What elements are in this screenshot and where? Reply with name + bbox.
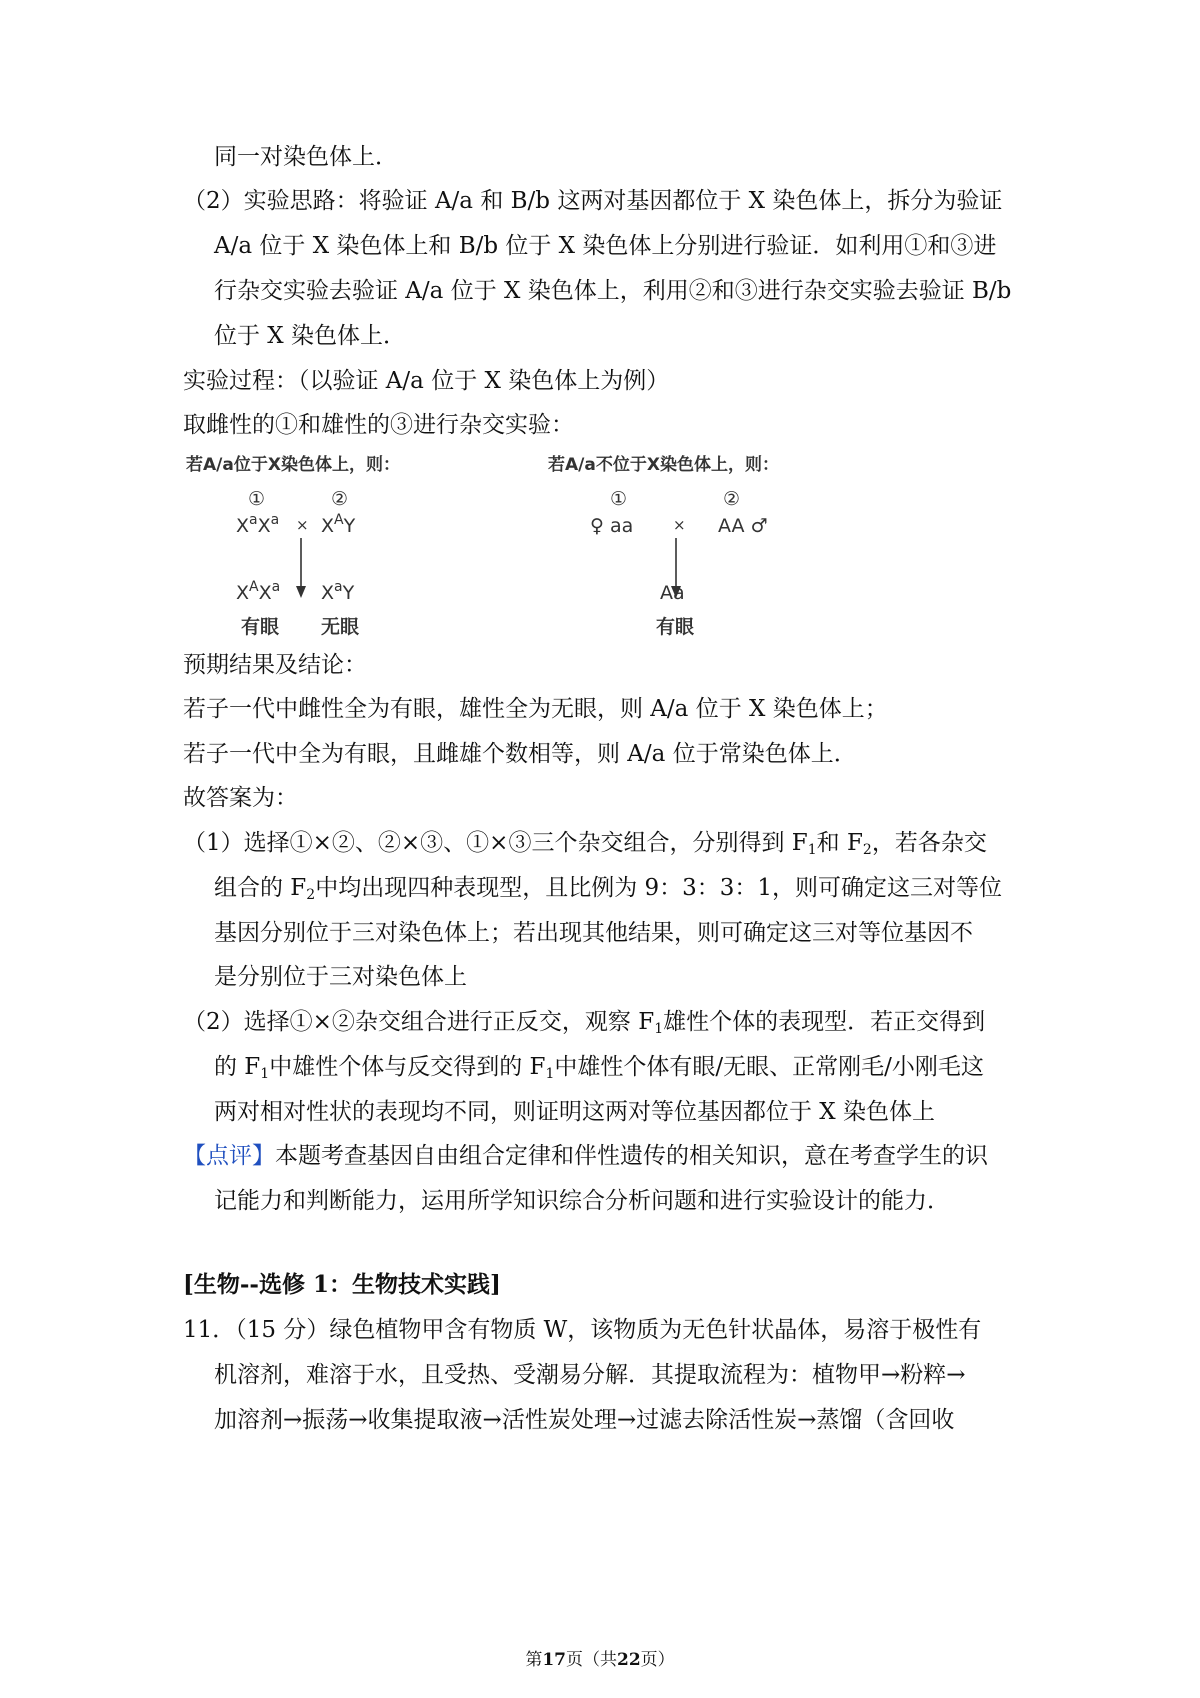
diagram-title: 若A/a位于X染色体上，则： bbox=[186, 455, 400, 475]
text-line bbox=[214, 1097, 935, 1127]
text-line: （2）选择①×②杂交组合进行正反交，观察 $F_1$雄性个体的表现型．若正交得到 bbox=[183, 1009, 986, 1037]
text-line bbox=[183, 366, 669, 396]
text-line: 机溶剂，难溶于水，且受热、受潮易分解．其提取流程为：植物甲→粉粹→ bbox=[214, 1362, 966, 1388]
text-line bbox=[214, 321, 406, 351]
text-line bbox=[183, 650, 367, 680]
text-line bbox=[214, 918, 973, 948]
offspring-1-genotype: $X^AX^a$ bbox=[236, 579, 281, 604]
comment-tag: 【点评】 bbox=[183, 1143, 275, 1169]
parent-2-number: ② bbox=[723, 488, 741, 510]
text-line: 组合的 $F_2$中均出现四种表现型，且比例为 9：3：3：1，则可确定这三对等位 bbox=[214, 875, 1003, 903]
text-line bbox=[183, 410, 574, 440]
text: 实验过程：（以验证 A/a 位于 X 染色体上为例） bbox=[183, 368, 670, 394]
male-symbol-icon: ♂ bbox=[750, 515, 768, 537]
text-line bbox=[214, 231, 996, 261]
parent-2-genotype: $X^AY$ bbox=[321, 512, 356, 537]
text: 两对相对性状的表现均不同，则证明这两对等位基因都位于 X 染色体上 bbox=[214, 1099, 935, 1125]
arrow-down-icon bbox=[294, 538, 308, 600]
parent-1-genotype: $X^aX^a$ bbox=[236, 512, 280, 537]
text: 行杂交实验去验证 A/a 位于 X 染色体上，利用②和③进行杂交实验去验证 B/b bbox=[214, 278, 1012, 304]
section-heading: [生物--选修 1：生物技术实践] bbox=[183, 1271, 501, 1298]
text-line: 加溶剂→振荡→收集提取液→活性炭处理→过滤去除活性炭→蒸馏（含回收 bbox=[214, 1407, 955, 1433]
text: 若子一代中雌性全为有眼，雄性全为无眼，则 A/a 位于 X 染色体上； bbox=[183, 696, 888, 722]
parent-1-number: ① bbox=[248, 488, 266, 510]
text: （2）实验思路：将验证 A/a 和 B/b 这两对基因都位于 X 染色体上，拆分为验证 bbox=[183, 188, 1003, 214]
offspring-2-phenotype: 无眼 bbox=[321, 616, 360, 638]
parent-2-genotype: AA ♂ bbox=[718, 515, 768, 537]
text: 预期结果及结论： bbox=[183, 652, 367, 678]
text: 位于 X 染色体上． bbox=[214, 323, 406, 349]
text: 取雌性的①和雄性的③进行杂交实验： bbox=[183, 412, 574, 438]
text-line bbox=[214, 962, 467, 992]
text-line: （1）选择①×②、②×③、①×③三个杂交组合，分别得到 $F_1$和 $F_2$，若各杂交 bbox=[183, 830, 987, 858]
page-footer: 第17页（共22页） bbox=[525, 1650, 675, 1670]
question-line: 11．（15 分）绿色植物甲含有物质 W，该物质为无色针状晶体，易溶于极性有 bbox=[183, 1317, 982, 1343]
text-line bbox=[183, 186, 1002, 216]
text: 基因分别位于三对染色体上；若出现其他结果，则可确定这三对等位基因不 bbox=[214, 920, 973, 946]
offspring-2-genotype: $X^aY$ bbox=[321, 579, 355, 604]
offspring-phenotype: 有眼 bbox=[656, 616, 695, 638]
parent-1-genotype: ♀ aa bbox=[590, 515, 634, 537]
text-line bbox=[214, 276, 1011, 306]
text: 故答案为： bbox=[183, 785, 298, 811]
cross-diagram-autosomal bbox=[548, 450, 838, 650]
diagram-title: 若A/a不位于X染色体上，则： bbox=[548, 455, 779, 475]
text: 同一对染色体上． bbox=[214, 144, 398, 170]
cross-symbol: × bbox=[296, 516, 309, 534]
text-line: 的 $F_1$中雄性个体与反交得到的 $F_1$中雄性个体有眼/无眼、正常刚毛/小刚毛这 bbox=[214, 1054, 984, 1082]
offspring-1-phenotype: 有眼 bbox=[241, 616, 280, 638]
female-symbol-icon: ♀ bbox=[590, 515, 604, 537]
cross-diagram-x-linked bbox=[186, 450, 456, 650]
parent-1-number: ① bbox=[610, 488, 628, 510]
text-line bbox=[183, 739, 857, 769]
cross-symbol: × bbox=[673, 516, 686, 534]
text: 是分别位于三对染色体上 bbox=[214, 964, 467, 990]
comment-line: 【点评】本题考查基因自由组合定律和伴性遗传的相关知识，意在考查学生的识 bbox=[183, 1143, 988, 1169]
text-line bbox=[214, 142, 398, 172]
text-line bbox=[183, 783, 298, 813]
parent-2-number: ② bbox=[331, 488, 349, 510]
text-line bbox=[183, 694, 888, 724]
text: 若子一代中全为有眼，且雌雄个数相等，则 A/a 位于常染色体上． bbox=[183, 741, 857, 767]
offspring-genotype: Aa bbox=[660, 582, 685, 604]
text: A/a 位于 X 染色体上和 B/b 位于 X 染色体上分别进行验证．如利用①和③进 bbox=[214, 233, 997, 259]
text: 记能力和判断能力，运用所学知识综合分析问题和进行实验设计的能力． bbox=[214, 1188, 950, 1214]
text-line bbox=[214, 1186, 950, 1216]
